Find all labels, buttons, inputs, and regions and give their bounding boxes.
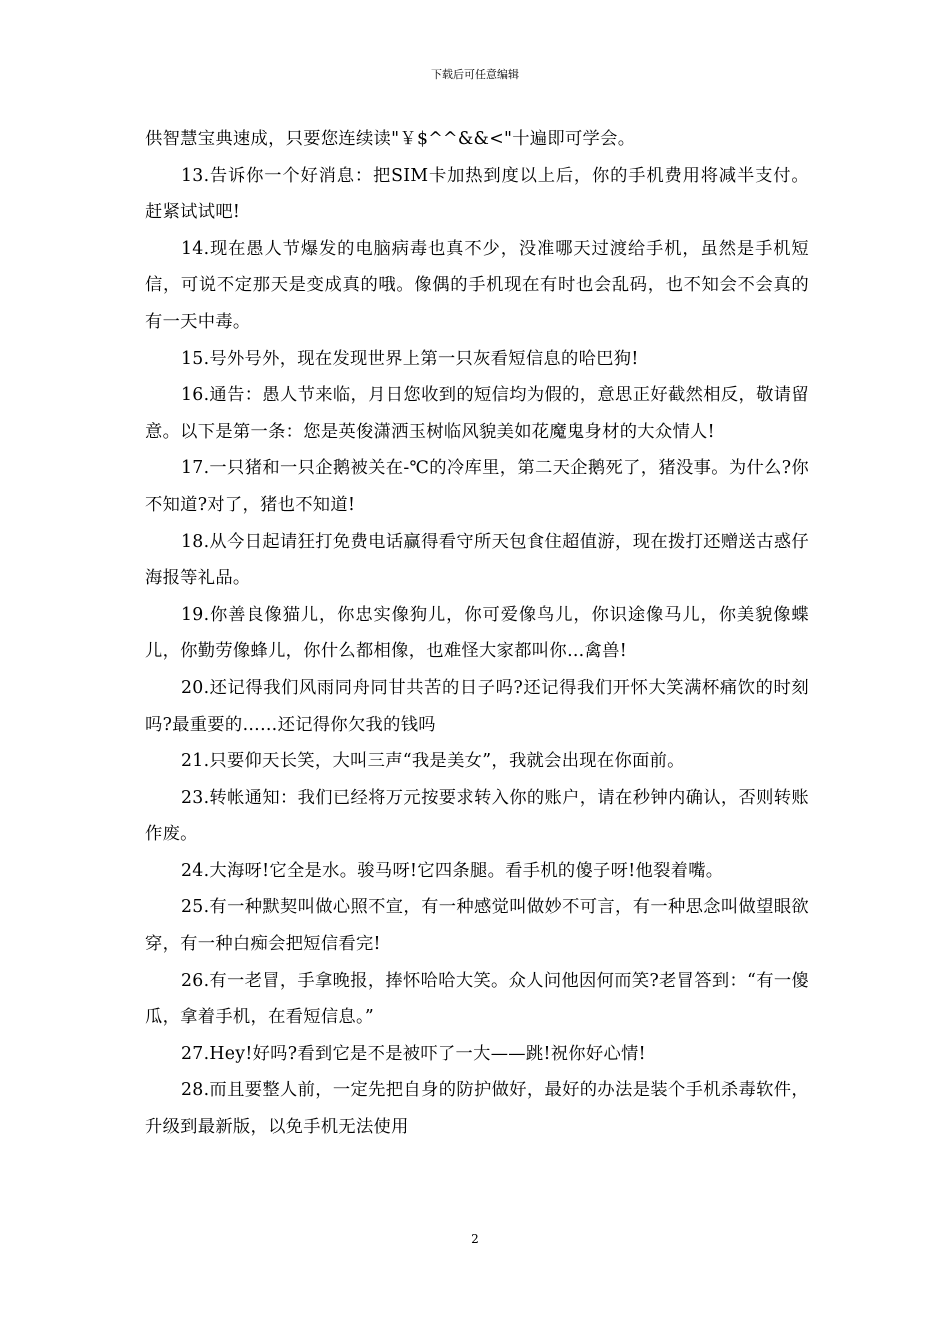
paragraph-item-13: 13.告诉你一个好消息：把SIM卡加热到度以上后，你的手机费用将减半支付。赶紧试试吧! bbox=[145, 165, 809, 223]
page-number: 2 bbox=[471, 1232, 479, 1246]
page-header: 下载后可任意编辑 bbox=[431, 68, 519, 81]
paragraph-item-17: 17.一只猪和一只企鹅被关在-℃的冷库里，第二天企鹅死了，猪没事。为什么?你不知道?对了，猪也不知道! bbox=[145, 458, 809, 515]
paragraph-item-20: 20.还记得我们风雨同舟同甘共苦的日子吗?还记得我们开怀大笑满杯痛饮的时刻吗?最重要的……还记得你欠我的钱吗 bbox=[145, 677, 809, 735]
paragraph-item-26: 26.有一老冒，手拿晚报，捧怀哈哈大笑。众人问他因何而笑?老冒答到：“有一傻瓜，拿着手机，在看短信息。” bbox=[145, 970, 809, 1028]
paragraph-item-21: 21.只要仰天长笑，大叫三声“我是美女”，我就会出现在你面前。 bbox=[181, 751, 685, 772]
document-body bbox=[145, 121, 809, 1146]
paragraph-item-14: 14.现在愚人节爆发的电脑病毒也真不少，没准哪天过渡给手机，虽然是手机短信，可说不定那天是变成真的哦。像偶的手机现在有时也会乱码，也不知会不会真的有一天中毒。 bbox=[145, 238, 809, 332]
paragraph-item-18: 18.从今日起请狂打免费电话赢得看守所天包食住超值游，现在拨打还赠送古惑仔海报等礼品。 bbox=[145, 531, 809, 589]
paragraph-item-16: 16.通告：愚人节来临，月日您收到的短信均为假的，意思正好截然相反，敬请留意。以下是第一条：您是英俊潇洒玉树临风貌美如花魔鬼身材的大众情人! bbox=[145, 385, 809, 442]
paragraph-item-24: 24.大海呀!它全是水。骏马呀!它四条腿。看手机的傻子呀!他裂着嘴。 bbox=[181, 860, 724, 881]
paragraph-item-15: 15.号外号外，现在发现世界上第一只灰看短信息的哈巴狗! bbox=[181, 348, 639, 369]
paragraph-item-25: 25.有一种默契叫做心照不宣，有一种感觉叫做妙不可言，有一种思念叫做望眼欲穿，有一种白痴会把短信看完! bbox=[145, 897, 809, 955]
paragraph-item-28: 28.而且要整人前，一定先把自身的防护做好，最好的办法是装个手机杀毒软件，升级到最新版，以免手机无法使用 bbox=[145, 1080, 809, 1138]
paragraph-item-19: 19.你善良像猫儿，你忠实像狗儿，你可爱像鸟儿，你识途像马儿，你美貌像蝶儿，你勤劳像蜂儿，你什么都相像，也难怪大家都叫你…禽兽! bbox=[145, 604, 809, 662]
paragraph-item-27: 27.Hey!好吗?看到它是不是被吓了一大——跳!祝你好心情! bbox=[181, 1043, 646, 1064]
paragraph-item-23: 23.转帐通知：我们已经将万元按要求转入你的账户，请在秒钟内确认，否则转账作废。 bbox=[145, 787, 809, 845]
paragraph-continued: 供智慧宝典速成，只要您连续读"￥$^^&&<"十遍即可学会。 bbox=[145, 129, 636, 149]
